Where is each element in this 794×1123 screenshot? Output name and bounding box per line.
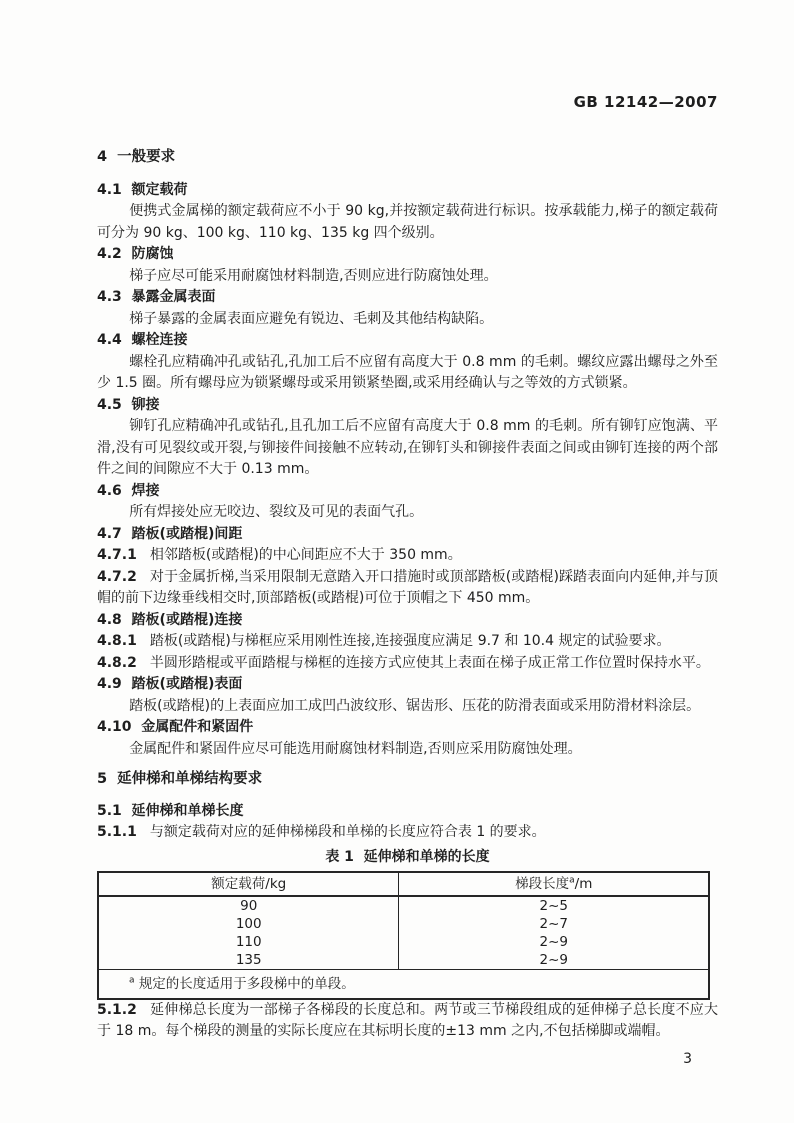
clause-number: 5.1.1: [97, 824, 137, 840]
table-cell-length: 2~9: [539, 933, 568, 950]
table-cell-load: 110: [98, 933, 399, 951]
table-row: [98, 915, 709, 933]
table-row: [98, 896, 709, 915]
clause-4-4-paragraph: 螺栓孔应精确冲孔或钻孔,孔加工后不应留有高度大于 0.8 mm 的毛刺。螺纹应露出螺母之外至少 1.5 圈。所有螺母应为锁紧螺母或采用锁紧垫圈,或采用经确认与之等效的方式锁紧。: [97, 353, 718, 391]
ladder-length-table: [97, 871, 710, 1000]
clause-4-7-heading: 4.7 踏板(或踏棍)间距: [97, 525, 243, 542]
clause-text: 踏板(或踏棍)与梯框应采用刚性连接,连接强度应满足 9.7 和 10.4 规定的试验要求。: [149, 633, 671, 649]
clause-number: 4.8.1: [97, 633, 137, 649]
clause-4-3-paragraph: 梯子暴露的金属表面应避免有锐边、毛刺及其他结构缺陷。: [129, 310, 494, 327]
clause-5-1-2: [97, 1000, 718, 1043]
clause-4-7-2: [97, 567, 718, 610]
clause-text: 延伸梯总长度为一部梯子各梯段的长度总和。两节或三节梯段组成的延伸梯子总长度不应大于 18 m。每个梯段的测量的实际长度应在其标明长度的±13 mm 之内,不包括梯脚或端帽。: [97, 1001, 718, 1039]
table-header-row: [98, 872, 709, 896]
section-4-heading: 4 一般要求: [97, 149, 176, 165]
table-row: [98, 933, 709, 951]
clause-4-8-2: [97, 653, 718, 675]
clause-4-10-paragraph: 金属配件和紧固件应尽可能选用耐腐蚀材料制造,否则应采用防腐蚀处理。: [129, 740, 582, 757]
table-header-rated-load: 额定载荷/kg: [98, 872, 399, 896]
table-cell-length: 2~9: [539, 951, 568, 968]
clause-number: 4.7.1: [97, 547, 137, 563]
clause-4-2-paragraph: 梯子应尽可能采用耐腐蚀材料制造,否则应进行防腐蚀处理。: [129, 267, 498, 284]
section-5-heading: 5 延伸梯和单梯结构要求: [97, 771, 263, 787]
clause-4-5-heading: 4.5 铆接: [97, 396, 160, 413]
clause-4-1-paragraph: 便携式金属梯的额定载荷应不小于 90 kg,并按额定载荷进行标识。按承载能力,梯子的额定载荷可分为 90 kg、100 kg、110 kg、135 kg 四个级别。: [97, 203, 718, 241]
clause-text: 相邻踏板(或踏棍)的中心间距应不大于 350 mm。: [149, 547, 462, 563]
table-cell-length: 2~7: [539, 915, 568, 932]
table-cell-load: 100: [98, 915, 399, 933]
clause-number: 5.1.2: [97, 1001, 137, 1018]
clause-text: 对于金属折梯,当采用限制无意踏入开口措施时或顶部踏板(或踏棍)踩踏表面向内延伸,并与顶帽的前下边缘垂线相交时,顶部踏板(或踏棍)可位于顶帽之下 450 mm。: [97, 568, 718, 606]
table-cell-length: 2~5: [539, 897, 568, 914]
page-number: 3: [683, 1050, 692, 1067]
table-row: [98, 951, 709, 970]
clause-4-9-heading: 4.9 踏板(或踏棍)表面: [97, 676, 243, 692]
clause-4-10-heading: 4.10 金属配件和紧固件: [97, 719, 254, 735]
table-header-section-length: 梯段长度$^a$/m: [399, 872, 709, 896]
clause-4-2-heading: 4.2 防腐蚀: [97, 246, 174, 262]
clause-4-4-heading: 4.4 螺栓连接: [97, 332, 188, 348]
table-cell-load: 90: [98, 896, 399, 915]
clause-5-1-1: [97, 822, 718, 844]
clause-4-7-1: [97, 545, 718, 567]
clause-4-8-1: [97, 631, 718, 653]
clause-text: 半圆形踏棍或平面踏棍与梯框的连接方式应使其上表面在梯子成正常工作位置时保持水平。: [149, 654, 710, 671]
table-footnote: $^a$ 规定的长度适用于多段梯中的单段。: [98, 969, 709, 999]
clause-4-5-paragraph: 铆钉孔应精确冲孔或钻孔,且孔加工后不应留有高度大于 0.8 mm 的毛刺。所有铆钉应饱满、平滑,没有可见裂纹或开裂,与铆接件间接触不应转动,在铆钉头和铆接件表面之间或由铆钉连接的两个部件之间的间隙应不大于 0.13 mm。: [97, 418, 718, 477]
clause-4-1-heading: 4.1 额定载荷: [97, 181, 188, 198]
clause-4-3-heading: 4.3 暴露金属表面: [97, 289, 216, 305]
clause-4-6-paragraph: 所有焊接处应无咬边、裂纹及可见的表面气孔。: [129, 504, 424, 520]
standard-number: GB 12142—2007: [573, 93, 718, 111]
clause-text: 与额定载荷对应的延伸梯梯段和单梯的长度应符合表 1 的要求。: [149, 824, 546, 840]
clause-number: 4.8.2: [97, 654, 137, 671]
clause-4-8-heading: 4.8 踏板(或踏棍)连接: [97, 611, 243, 628]
table-1-caption: 表 1 延伸梯和单梯的长度: [325, 848, 490, 865]
footnote-marker: a: [129, 975, 135, 985]
clause-4-9-paragraph: 踏板(或踏棍)的上表面应加工成凹凸波纹形、锯齿形、压花的防滑表面或采用防滑材料涂层。: [129, 697, 701, 714]
clause-5-1-heading: 5.1 延伸梯和单梯长度: [97, 802, 244, 819]
table-cell-load: 135: [98, 951, 399, 970]
clause-number: 4.7.2: [97, 568, 137, 585]
clause-4-6-heading: 4.6 焊接: [97, 482, 160, 499]
table-footnote-row: [98, 969, 709, 999]
page-content: [97, 95, 718, 1070]
footnote-marker: a: [569, 875, 575, 885]
